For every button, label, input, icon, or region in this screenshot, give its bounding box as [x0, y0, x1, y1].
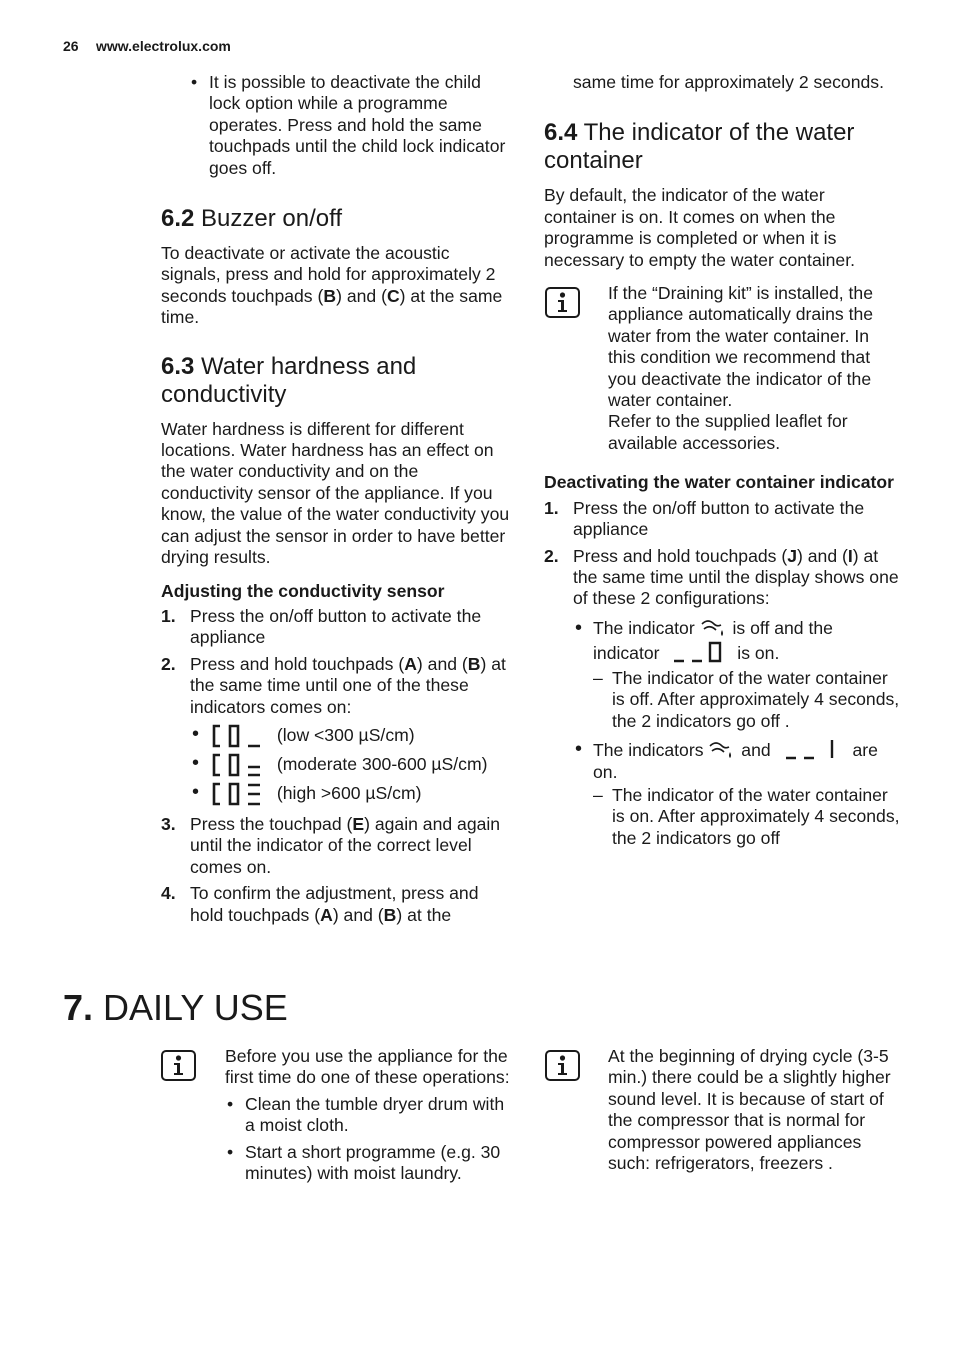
display-c0-high-icon: [210, 782, 266, 806]
config-1: • The indicator is off and the indicator is on.: [573, 616, 900, 666]
buzzer-paragraph: To deactivate or activate the acoustic signals, press and hold for approximately 2 seconds touchpads (B) and (C) at the same time.: [161, 243, 503, 328]
site-url: www.electrolux.com: [96, 38, 231, 54]
config-1-note: – The indicator of the water container is off. After approximately 4 seconds, the 2 indicators go off .: [593, 668, 900, 732]
water-container-icon: [708, 738, 736, 760]
water-hardness-paragraph: Water hardness is different for different locations. Water hardness has an effect on the water conductivity and on the conductivity sensor of the appliance. If you know, the value of the water conductivity you can adjust the sensor in order to have better drying results.: [161, 418, 510, 568]
config-2: • The indicators and are on.: [573, 738, 900, 783]
right-column: [544, 72, 900, 854]
config-2-note: – The indicator of the water container is on. After approximately 4 seconds, the 2 indicators go off: [593, 785, 900, 849]
level-moderate: • (moderate 300-600 µS/cm): [190, 753, 513, 782]
conductivity-step-3: 3. Press the touchpad (E) again and again until the indicator of the correct level comes on.: [161, 813, 501, 877]
info-icon: [545, 1050, 580, 1081]
continuation-text: same time for approximately 2 seconds.: [573, 72, 884, 92]
sound-level-note: At the beginning of drying cycle (3-5 min.) there could be a slightly higher sound level. It is because of start of the compressor that is normal for compressor powered appliances such: refrigerators, freezers .: [608, 1046, 891, 1174]
conductivity-step-4: 4. To confirm the adjustment, press and hold touchpads (A) and (B) at the: [161, 883, 479, 925]
section-6-3-heading: 6.3 Water hardness and conductivity: [161, 352, 417, 408]
daily-use-left-note: [161, 1046, 513, 1184]
section-7-heading: 7. DAILY USE: [63, 987, 288, 1028]
daily-use-bullet-1: • Clean the tumble dryer drum with a moist cloth.: [225, 1094, 513, 1137]
display-c0-low-icon: [210, 724, 266, 748]
draining-kit-note: If the “Draining kit” is installed, the appliance automatically drains the water from the water container. In this condition we recommend that you deactivate the indicator of the water container. Refer to the supplied leaflet for available accessories.: [544, 283, 900, 454]
info-icon: [161, 1050, 196, 1081]
conductivity-steps: [161, 606, 513, 926]
section-6-2-heading: 6.2 Buzzer on/off: [161, 205, 343, 233]
section-6-4-heading: 6.4 The indicator of the water container: [544, 119, 855, 175]
conductivity-step-1: 1. Press the on/off button to activate the appliance: [161, 605, 482, 648]
daily-use-right-note: [544, 1046, 900, 1174]
conductivity-step-2: 2. Press and hold touchpads (A) and (B) at the same time until one of the these indicators comes on: • (low <300 µS/cm) • (moderate 300-600 µS/cm) • (high >600 µS/cm): [161, 654, 513, 809]
child-lock-bullet: • It is possible to deactivate the child lock option while a programme operates. Press and hold the same touchpads until the child lock indicator goes off.: [189, 72, 513, 179]
info-icon: [545, 287, 580, 318]
page-number: 26: [63, 38, 79, 54]
water-container-icon: [700, 616, 728, 638]
display-c0-moderate-icon: [210, 753, 266, 777]
conductivity-subheading: Adjusting the conductivity sensor: [161, 580, 445, 601]
display-dashes-zero-icon: [670, 641, 726, 663]
daily-use-intro: Before you use the appliance for the first time do one of these operations:: [225, 1046, 510, 1088]
display-dashes-one-icon: [782, 738, 842, 760]
daily-use-bullet-2: • Start a short programme (e.g. 30 minutes) with moist laundry.: [225, 1142, 513, 1185]
water-container-paragraph: By default, the indicator of the water container is on. It comes on when the programme is completed or when it is necessary to empty the water container.: [544, 185, 855, 270]
deactivate-step-1: 1. Press the on/off button to activate the appliance: [544, 497, 865, 540]
deactivate-steps: [544, 498, 900, 849]
deactivate-subheading: Deactivating the water container indicator: [544, 472, 895, 493]
deactivate-step-2: 2. Press and hold touchpads (J) and (I) at the same time until the display shows one of these 2 configurations: • The indicator is off and the indicator is on. – The indicator of the water container is off. After approximately 4 seconds, the 2 indicators go off . • The indicators and are on. – The indicator of the water container is on. After approximately 4 seconds, the 2 indicators go off: [544, 546, 900, 850]
left-column: [161, 72, 513, 931]
level-low: • (low <300 µS/cm): [190, 724, 513, 753]
level-high: • (high >600 µS/cm): [190, 782, 513, 809]
